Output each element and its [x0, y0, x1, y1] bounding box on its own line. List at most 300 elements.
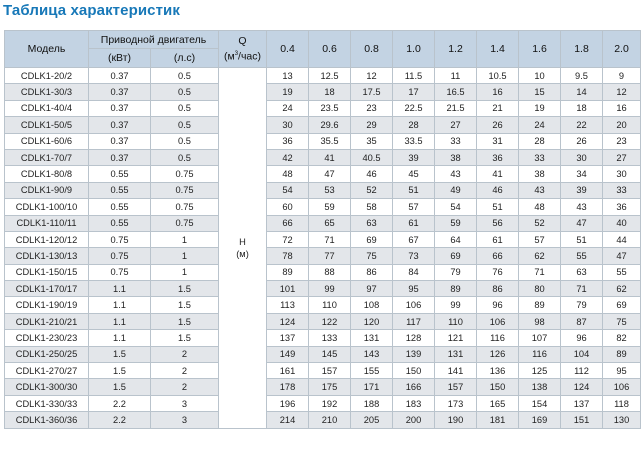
model-cell: CDLK1-150/15: [5, 264, 89, 280]
head-value-cell: 169: [519, 412, 561, 428]
head-value-cell: 96: [561, 330, 603, 346]
table-row: [5, 330, 641, 346]
head-value-cell: 110: [435, 313, 477, 329]
head-value-cell: 67: [393, 231, 435, 247]
head-h-symbol: H: [239, 236, 246, 247]
head-value-cell: 190: [435, 412, 477, 428]
power-hp-cell: 0.5: [151, 84, 219, 100]
header-flow-value: 1.8: [561, 31, 603, 68]
head-value-cell: 64: [435, 231, 477, 247]
head-value-cell: 43: [435, 166, 477, 182]
header-flow-value: 1.6: [519, 31, 561, 68]
head-value-cell: 55: [603, 264, 641, 280]
head-value-cell: 143: [351, 346, 393, 362]
page-title: Таблица характеристик: [3, 2, 180, 19]
head-value-cell: 75: [351, 248, 393, 264]
table-row: [5, 248, 641, 264]
head-value-cell: 96: [477, 297, 519, 313]
model-cell: CDLK1-80/8: [5, 166, 89, 182]
head-value-cell: 56: [477, 215, 519, 231]
head-value-cell: 10: [519, 68, 561, 84]
head-value-cell: 137: [267, 330, 309, 346]
model-cell: CDLK1-360/36: [5, 412, 89, 428]
head-h-unit: (м): [236, 248, 249, 259]
header-flow-value: 0.6: [309, 31, 351, 68]
head-value-cell: 45: [393, 166, 435, 182]
power-kw-cell: 1.1: [89, 313, 151, 329]
head-value-cell: 188: [351, 395, 393, 411]
head-value-cell: 95: [393, 281, 435, 297]
head-value-cell: 34: [561, 166, 603, 182]
power-hp-cell: 1.5: [151, 313, 219, 329]
head-value-cell: 136: [477, 363, 519, 379]
head-value-cell: 30: [561, 149, 603, 165]
model-cell: CDLK1-250/25: [5, 346, 89, 362]
head-value-cell: 89: [267, 264, 309, 280]
head-value-cell: 11: [435, 68, 477, 84]
power-hp-cell: 2: [151, 363, 219, 379]
head-value-cell: 171: [351, 379, 393, 395]
head-value-cell: 157: [309, 363, 351, 379]
head-value-cell: 33.5: [393, 133, 435, 149]
model-cell: CDLK1-100/10: [5, 199, 89, 215]
table-row: [5, 313, 641, 329]
head-value-cell: 57: [393, 199, 435, 215]
head-value-cell: 131: [351, 330, 393, 346]
head-value-cell: 175: [309, 379, 351, 395]
head-value-cell: 60: [267, 199, 309, 215]
head-value-cell: 46: [477, 182, 519, 198]
head-value-cell: 33: [435, 133, 477, 149]
head-value-cell: 23: [351, 100, 393, 116]
head-value-cell: 86: [351, 264, 393, 280]
head-value-cell: 89: [519, 297, 561, 313]
head-value-cell: 36: [267, 133, 309, 149]
head-value-cell: 108: [351, 297, 393, 313]
head-value-cell: 80: [519, 281, 561, 297]
model-cell: CDLK1-70/7: [5, 149, 89, 165]
head-value-cell: 84: [393, 264, 435, 280]
head-value-cell: 112: [561, 363, 603, 379]
head-value-cell: 18: [309, 84, 351, 100]
head-value-cell: 24: [519, 117, 561, 133]
head-value-cell: 75: [603, 313, 641, 329]
head-value-cell: 48: [267, 166, 309, 182]
head-value-cell: 181: [477, 412, 519, 428]
head-value-cell: 36: [477, 149, 519, 165]
head-value-cell: 51: [477, 199, 519, 215]
model-cell: CDLK1-50/5: [5, 117, 89, 133]
head-value-cell: 131: [435, 346, 477, 362]
head-value-cell: 113: [267, 297, 309, 313]
power-hp-cell: 0.5: [151, 68, 219, 84]
model-cell: CDLK1-90/9: [5, 182, 89, 198]
head-value-cell: 89: [435, 281, 477, 297]
head-value-cell: 12.5: [309, 68, 351, 84]
head-value-cell: 107: [519, 330, 561, 346]
head-value-cell: 71: [309, 231, 351, 247]
head-value-cell: 15: [519, 84, 561, 100]
header-flow-value: 0.4: [267, 31, 309, 68]
head-value-cell: 47: [309, 166, 351, 182]
head-value-cell: 128: [393, 330, 435, 346]
head-value-cell: 196: [267, 395, 309, 411]
power-hp-cell: 0.5: [151, 117, 219, 133]
power-kw-cell: 0.75: [89, 231, 151, 247]
head-value-cell: 21.5: [435, 100, 477, 116]
head-value-cell: 139: [393, 346, 435, 362]
head-value-cell: 87: [561, 313, 603, 329]
head-value-cell: 39: [393, 149, 435, 165]
head-value-cell: 22.5: [393, 100, 435, 116]
power-kw-cell: 0.37: [89, 149, 151, 165]
power-hp-cell: 2: [151, 346, 219, 362]
power-hp-cell: 0.75: [151, 215, 219, 231]
head-value-cell: 71: [561, 281, 603, 297]
head-value-cell: 130: [603, 412, 641, 428]
power-hp-cell: 3: [151, 395, 219, 411]
head-value-cell: 47: [561, 215, 603, 231]
head-value-cell: 117: [393, 313, 435, 329]
head-value-cell: 47: [603, 248, 641, 264]
head-value-cell: 28: [393, 117, 435, 133]
model-cell: CDLK1-270/27: [5, 363, 89, 379]
head-value-cell: 104: [561, 346, 603, 362]
power-kw-cell: 2.2: [89, 412, 151, 428]
head-value-cell: 110: [309, 297, 351, 313]
table-row: [5, 100, 641, 116]
head-value-cell: 12: [603, 84, 641, 100]
head-value-cell: 46: [351, 166, 393, 182]
header-flow-q: [219, 31, 267, 68]
head-value-cell: 51: [561, 231, 603, 247]
power-kw-cell: 1.1: [89, 297, 151, 313]
head-value-cell: 38: [435, 149, 477, 165]
model-cell: CDLK1-40/4: [5, 100, 89, 116]
table-row: [5, 117, 641, 133]
head-value-cell: 149: [267, 346, 309, 362]
head-value-cell: 151: [561, 412, 603, 428]
table-row: [5, 281, 641, 297]
power-kw-cell: 0.37: [89, 133, 151, 149]
header-flow-value: 2.0: [603, 31, 641, 68]
head-value-cell: 51: [393, 182, 435, 198]
header-q-unit-sup: 3: [234, 50, 239, 57]
head-value-cell: 63: [351, 215, 393, 231]
header-q-symbol: Q: [238, 34, 247, 47]
head-value-cell: 58: [351, 199, 393, 215]
head-value-cell: 122: [309, 313, 351, 329]
head-value-cell: 36: [603, 199, 641, 215]
power-kw-cell: 1.5: [89, 379, 151, 395]
power-kw-cell: 0.55: [89, 182, 151, 198]
head-value-cell: 166: [393, 379, 435, 395]
head-value-cell: 205: [351, 412, 393, 428]
head-value-cell: 76: [477, 264, 519, 280]
head-value-cell: 27: [603, 149, 641, 165]
model-cell: CDLK1-190/19: [5, 297, 89, 313]
power-hp-cell: 2: [151, 379, 219, 395]
head-value-cell: 30: [603, 166, 641, 182]
power-kw-cell: 0.55: [89, 215, 151, 231]
head-value-cell: 173: [435, 395, 477, 411]
head-value-cell: 39: [561, 182, 603, 198]
head-value-cell: 14: [561, 84, 603, 100]
head-value-cell: 178: [267, 379, 309, 395]
head-value-cell: 116: [477, 330, 519, 346]
head-value-cell: 95: [603, 363, 641, 379]
head-value-cell: 38: [519, 166, 561, 182]
head-value-cell: 28: [519, 133, 561, 149]
head-value-cell: 19: [267, 84, 309, 100]
head-value-cell: 99: [309, 281, 351, 297]
head-value-cell: 63: [561, 264, 603, 280]
table-row: [5, 297, 641, 313]
head-value-cell: 27: [435, 117, 477, 133]
head-value-cell: 33: [603, 182, 641, 198]
head-value-cell: 124: [561, 379, 603, 395]
head-value-cell: 88: [309, 264, 351, 280]
power-kw-cell: 0.55: [89, 199, 151, 215]
head-value-cell: 97: [351, 281, 393, 297]
power-hp-cell: 0.5: [151, 149, 219, 165]
header-flow-value: 1.2: [435, 31, 477, 68]
header-motor: Приводной двигатель: [89, 31, 219, 49]
table-header: [5, 31, 641, 68]
head-value-cell: 106: [477, 313, 519, 329]
power-kw-cell: 0.75: [89, 264, 151, 280]
head-value-cell: 23.5: [309, 100, 351, 116]
head-value-cell: 73: [393, 248, 435, 264]
power-kw-cell: 0.37: [89, 117, 151, 133]
head-value-cell: 35: [351, 133, 393, 149]
head-value-cell: 53: [309, 182, 351, 198]
head-value-cell: 118: [603, 395, 641, 411]
table-row: [5, 182, 641, 198]
model-cell: CDLK1-300/30: [5, 379, 89, 395]
head-value-cell: 133: [309, 330, 351, 346]
head-value-cell: 40: [603, 215, 641, 231]
table-row: [5, 133, 641, 149]
head-value-cell: 79: [561, 297, 603, 313]
head-value-cell: 31: [477, 133, 519, 149]
head-value-cell: 154: [519, 395, 561, 411]
power-hp-cell: 0.5: [151, 133, 219, 149]
header-model: Модель: [5, 31, 89, 68]
head-value-cell: 20: [603, 117, 641, 133]
head-value-cell: 11.5: [393, 68, 435, 84]
head-value-cell: 69: [351, 231, 393, 247]
power-kw-cell: 2.2: [89, 395, 151, 411]
head-value-cell: 44: [603, 231, 641, 247]
head-value-cell: 65: [309, 215, 351, 231]
head-value-cell: 145: [309, 346, 351, 362]
head-value-cell: 9.5: [561, 68, 603, 84]
power-kw-cell: 0.37: [89, 68, 151, 84]
power-hp-cell: 1.5: [151, 281, 219, 297]
table-row: [5, 231, 641, 247]
power-hp-cell: 0.75: [151, 199, 219, 215]
head-value-cell: 43: [561, 199, 603, 215]
head-value-cell: 150: [477, 379, 519, 395]
head-value-cell: 54: [267, 182, 309, 198]
head-value-cell: 48: [519, 199, 561, 215]
model-cell: CDLK1-30/3: [5, 84, 89, 100]
power-hp-cell: 1.5: [151, 330, 219, 346]
head-value-cell: 141: [435, 363, 477, 379]
head-value-cell: 18: [561, 100, 603, 116]
head-value-cell: 62: [519, 248, 561, 264]
head-value-cell: 192: [309, 395, 351, 411]
head-value-cell: 41: [309, 149, 351, 165]
table-row: [5, 215, 641, 231]
table-row: [5, 363, 641, 379]
head-value-cell: 43: [519, 182, 561, 198]
header-power-hp: (л.с): [151, 49, 219, 68]
table-row: [5, 412, 641, 428]
head-value-cell: 24: [267, 100, 309, 116]
head-value-cell: 9: [603, 68, 641, 84]
head-value-cell: 26: [561, 133, 603, 149]
head-value-cell: 165: [477, 395, 519, 411]
head-value-cell: 62: [603, 281, 641, 297]
header-flow-value: 0.8: [351, 31, 393, 68]
head-value-cell: 22: [561, 117, 603, 133]
model-cell: CDLK1-130/13: [5, 248, 89, 264]
head-value-cell: 106: [393, 297, 435, 313]
head-value-cell: 66: [477, 248, 519, 264]
head-value-cell: 66: [267, 215, 309, 231]
head-value-cell: 200: [393, 412, 435, 428]
power-kw-cell: 1.5: [89, 363, 151, 379]
head-value-cell: 59: [309, 199, 351, 215]
power-kw-cell: 1.5: [89, 346, 151, 362]
head-value-cell: 26: [477, 117, 519, 133]
head-value-cell: 157: [435, 379, 477, 395]
head-value-cell: 40.5: [351, 149, 393, 165]
head-value-cell: 16.5: [435, 84, 477, 100]
model-cell: CDLK1-330/33: [5, 395, 89, 411]
model-cell: CDLK1-210/21: [5, 313, 89, 329]
head-value-cell: 52: [519, 215, 561, 231]
head-value-cell: 59: [435, 215, 477, 231]
head-value-cell: 161: [267, 363, 309, 379]
head-value-cell: 150: [393, 363, 435, 379]
model-cell: CDLK1-60/6: [5, 133, 89, 149]
power-kw-cell: 1.1: [89, 330, 151, 346]
table-row: [5, 264, 641, 280]
head-value-cell: 33: [519, 149, 561, 165]
header-q-unit-b: /час): [238, 50, 262, 63]
head-value-cell: 55: [561, 248, 603, 264]
head-value-cell: 125: [519, 363, 561, 379]
head-value-cell: 79: [435, 264, 477, 280]
head-value-cell: 61: [393, 215, 435, 231]
head-value-cell: 35.5: [309, 133, 351, 149]
model-cell: CDLK1-110/11: [5, 215, 89, 231]
head-value-cell: 124: [267, 313, 309, 329]
head-value-cell: 138: [519, 379, 561, 395]
head-value-cell: 120: [351, 313, 393, 329]
table-row: [5, 149, 641, 165]
table-row: [5, 199, 641, 215]
model-cell: CDLK1-230/23: [5, 330, 89, 346]
head-value-cell: 61: [477, 231, 519, 247]
head-value-cell: 116: [519, 346, 561, 362]
power-hp-cell: 0.75: [151, 166, 219, 182]
header-power-kw: (кВт): [89, 49, 151, 68]
head-value-cell: 12: [351, 68, 393, 84]
head-value-cell: 52: [351, 182, 393, 198]
head-value-cell: 57: [519, 231, 561, 247]
head-value-cell: 98: [519, 313, 561, 329]
head-value-cell: 69: [435, 248, 477, 264]
head-value-cell: 210: [309, 412, 351, 428]
model-cell: CDLK1-120/12: [5, 231, 89, 247]
head-value-cell: 99: [435, 297, 477, 313]
power-hp-cell: 1: [151, 231, 219, 247]
head-value-cell: 77: [309, 248, 351, 264]
head-value-cell: 29.6: [309, 117, 351, 133]
header-flow-value: 1.0: [393, 31, 435, 68]
head-value-cell: 54: [435, 199, 477, 215]
head-value-cell: 78: [267, 248, 309, 264]
head-value-cell: 16: [603, 100, 641, 116]
head-value-cell: 69: [603, 297, 641, 313]
head-value-cell: 19: [519, 100, 561, 116]
power-hp-cell: 1: [151, 248, 219, 264]
head-value-cell: 121: [435, 330, 477, 346]
head-value-cell: 30: [267, 117, 309, 133]
head-value-cell: 10.5: [477, 68, 519, 84]
head-value-cell: 17.5: [351, 84, 393, 100]
table-row: [5, 346, 641, 362]
table-row: [5, 84, 641, 100]
head-value-cell: 155: [351, 363, 393, 379]
power-hp-cell: 1.5: [151, 297, 219, 313]
head-h-label: [219, 68, 267, 429]
table-row: [5, 395, 641, 411]
power-hp-cell: 0.75: [151, 182, 219, 198]
power-kw-cell: 0.37: [89, 100, 151, 116]
head-value-cell: 86: [477, 281, 519, 297]
table-body: [5, 68, 641, 429]
header-q-unit-a: (м: [223, 50, 235, 63]
head-value-cell: 101: [267, 281, 309, 297]
head-value-cell: 29: [351, 117, 393, 133]
power-kw-cell: 0.75: [89, 248, 151, 264]
power-kw-cell: 0.55: [89, 166, 151, 182]
head-value-cell: 137: [561, 395, 603, 411]
head-value-cell: 106: [603, 379, 641, 395]
head-value-cell: 16: [477, 84, 519, 100]
model-cell: CDLK1-20/2: [5, 68, 89, 84]
head-value-cell: 89: [603, 346, 641, 362]
head-value-cell: 126: [477, 346, 519, 362]
head-value-cell: 17: [393, 84, 435, 100]
head-value-cell: 71: [519, 264, 561, 280]
head-value-cell: 13: [267, 68, 309, 84]
power-hp-cell: 1: [151, 264, 219, 280]
head-value-cell: 214: [267, 412, 309, 428]
head-value-cell: 82: [603, 330, 641, 346]
characteristics-table: [4, 30, 641, 429]
head-value-cell: 41: [477, 166, 519, 182]
table-row: [5, 379, 641, 395]
header-flow-value: 1.4: [477, 31, 519, 68]
head-value-cell: 49: [435, 182, 477, 198]
head-value-cell: 72: [267, 231, 309, 247]
